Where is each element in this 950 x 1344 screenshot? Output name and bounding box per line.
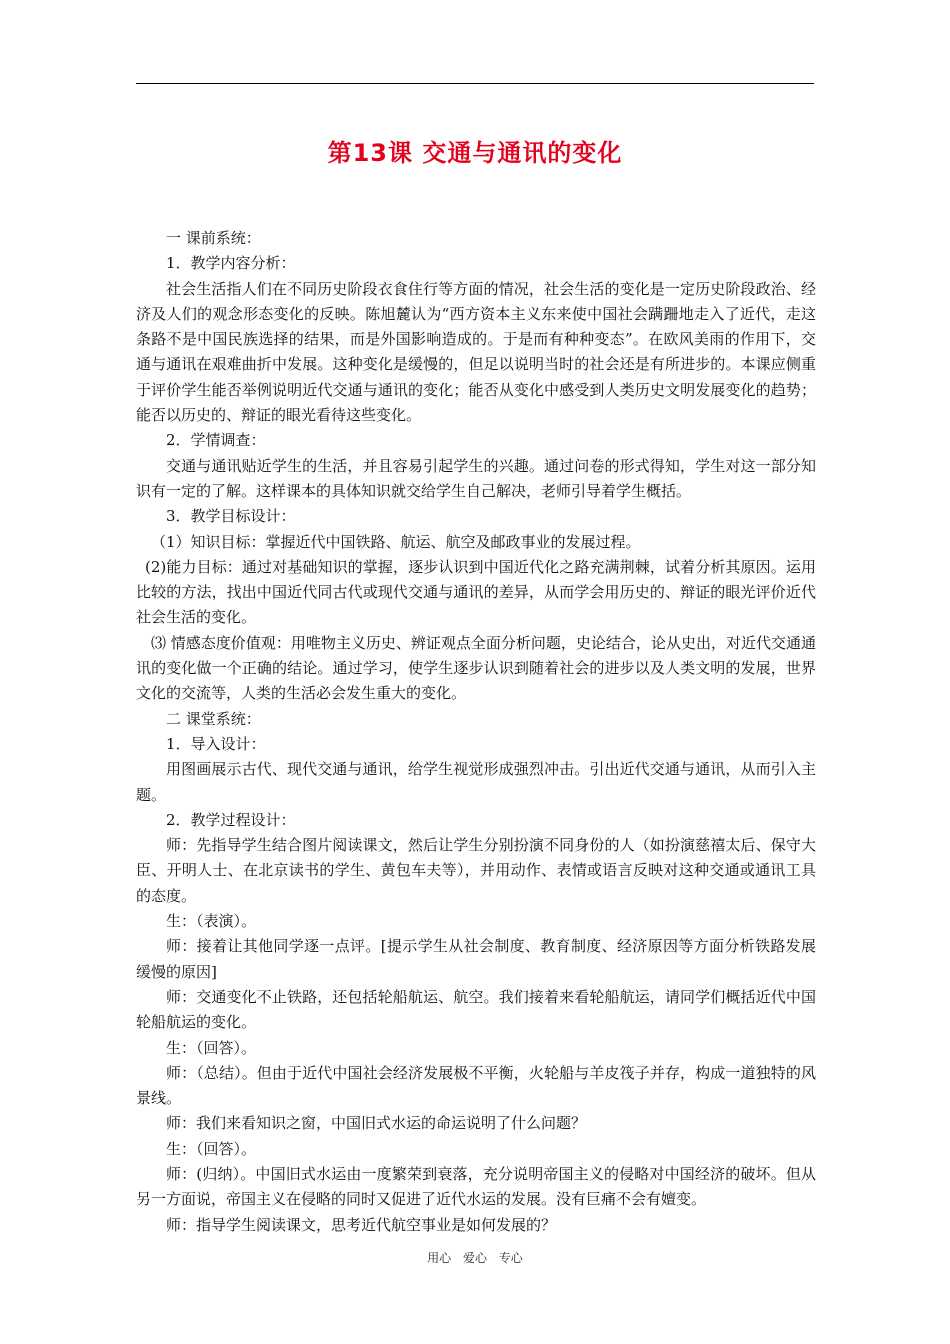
paragraph: 交通与通讯贴近学生的生活，并且容易引起学生的兴趣。通过问卷的形式得知，学生对这一部分知识有一定的了解。这样课本的具体知识就交给学生自己解决，老师引导着学生概括。: [136, 456, 816, 500]
paragraph: ⑶ 情感态度价值观：用唯物主义历史、辨证观点全面分析问题，史论结合，论从史出，对近代交通通讯的变化做一个正确的结论。通过学习，使学生逐步认识到随着社会的进步以及人类文明的发展，世界文化的交流等，人类的生活必会发生重大的变化。: [136, 633, 816, 703]
header-rule: [136, 83, 814, 84]
paragraph: 生：（表演）。: [166, 912, 257, 931]
paragraph: 用图画展示古代、现代交通与通讯，给学生视觉形成强烈冲击。引出近代交通与通讯，从而引入主题。: [136, 760, 816, 804]
page-title: 第13课 交通与通讯的变化: [327, 139, 623, 167]
paragraph: 师：交通变化不止铁路，还包括轮船航运、航空。我们接着来看轮船航运，请同学们概括近代中国轮船航运的变化。: [136, 987, 816, 1032]
paragraph: 生：（回答）。: [166, 1139, 257, 1158]
subsection-heading: 1．教学内容分析：: [166, 254, 296, 273]
paragraph: 师：先指导学生结合图片阅读课文，然后让学生分别扮演不同身份的人（如扮演慈禧太后、保守大臣、开明人士、在北京读书的学生、黄包车夫等），并用动作、表情或语言反映对这种交通或通讯工具的态度。: [136, 836, 816, 905]
document-body: [136, 226, 816, 1238]
subsection-heading: 2．教学过程设计：: [166, 810, 296, 829]
paragraph: 师：(归纳）。中国旧式水运由一度繁荣到衰落，充分说明帝国主义的侵略对中国经济的破坏。但从另一方面说，帝国主义在侵略的同时又促进了近代水运的发展。没有巨痛不会有嬗变。: [136, 1164, 816, 1209]
subsection-heading: 1．导入设计：: [166, 734, 266, 753]
section-heading: 二 课堂系统：: [166, 709, 261, 728]
paragraph: 师：接着让其他同学逐一点评。[提示学生从社会制度、教育制度、经济原因等方面分析铁路发展缓慢的原因]: [136, 937, 816, 981]
paragraph: (2)能力目标：通过对基础知识的掌握，逐步认识到中国近代化之路充满荆棘，试着分析其原因。运用比较的方法，找出中国近代同古代或现代交通与通讯的差异，从而学会用历史的、辩证的眼光评价近代社会生活的变化。: [136, 557, 816, 627]
paragraph: 师：指导学生阅读课文，思考近代航空事业是如何发展的？: [166, 1215, 557, 1234]
subsection-heading: 3．教学目标设计：: [166, 507, 296, 526]
page-footer: 用心 爱心 专心: [427, 1251, 523, 1265]
paragraph: 生：（回答）。: [166, 1038, 257, 1057]
paragraph: 师：我们来看知识之窗，中国旧式水运的命运说明了什么问题？: [166, 1114, 587, 1133]
paragraph: 社会生活指人们在不同历史阶段衣食住行等方面的情况，社会生活的变化是一定历史阶段政治、经济及人们的观念形态变化的反映。陈旭麓认为“西方资本主义东来使中国社会蹒跚地走入了近代，走这条路不是中国民族选择的结果，而是外国影响造成的。于是而有种种变态”。在欧风美雨的作用下，交通与通讯在艰难曲折中发展。这种变化是缓慢的，但足以说明当时的社会还是有所进步的。本课应侧重于评价学生能否举例说明近代交通与通讯的变化；能否从变化中感受到人类历史文明发展变化的趋势；能否以历史的、辩证的眼光看待这些变化。: [136, 279, 816, 425]
paragraph: （1）知识目标：掌握近代中国铁路、航运、航空及邮政事业的发展过程。: [151, 532, 641, 551]
paragraph: 师：（总结）。但由于近代中国社会经济发展极不平衡，火轮船与羊皮筏子并存，构成一道独特的风景线。: [136, 1063, 816, 1108]
section-heading: 一 课前系统：: [166, 229, 261, 247]
subsection-heading: 2．学情调查：: [166, 431, 266, 450]
